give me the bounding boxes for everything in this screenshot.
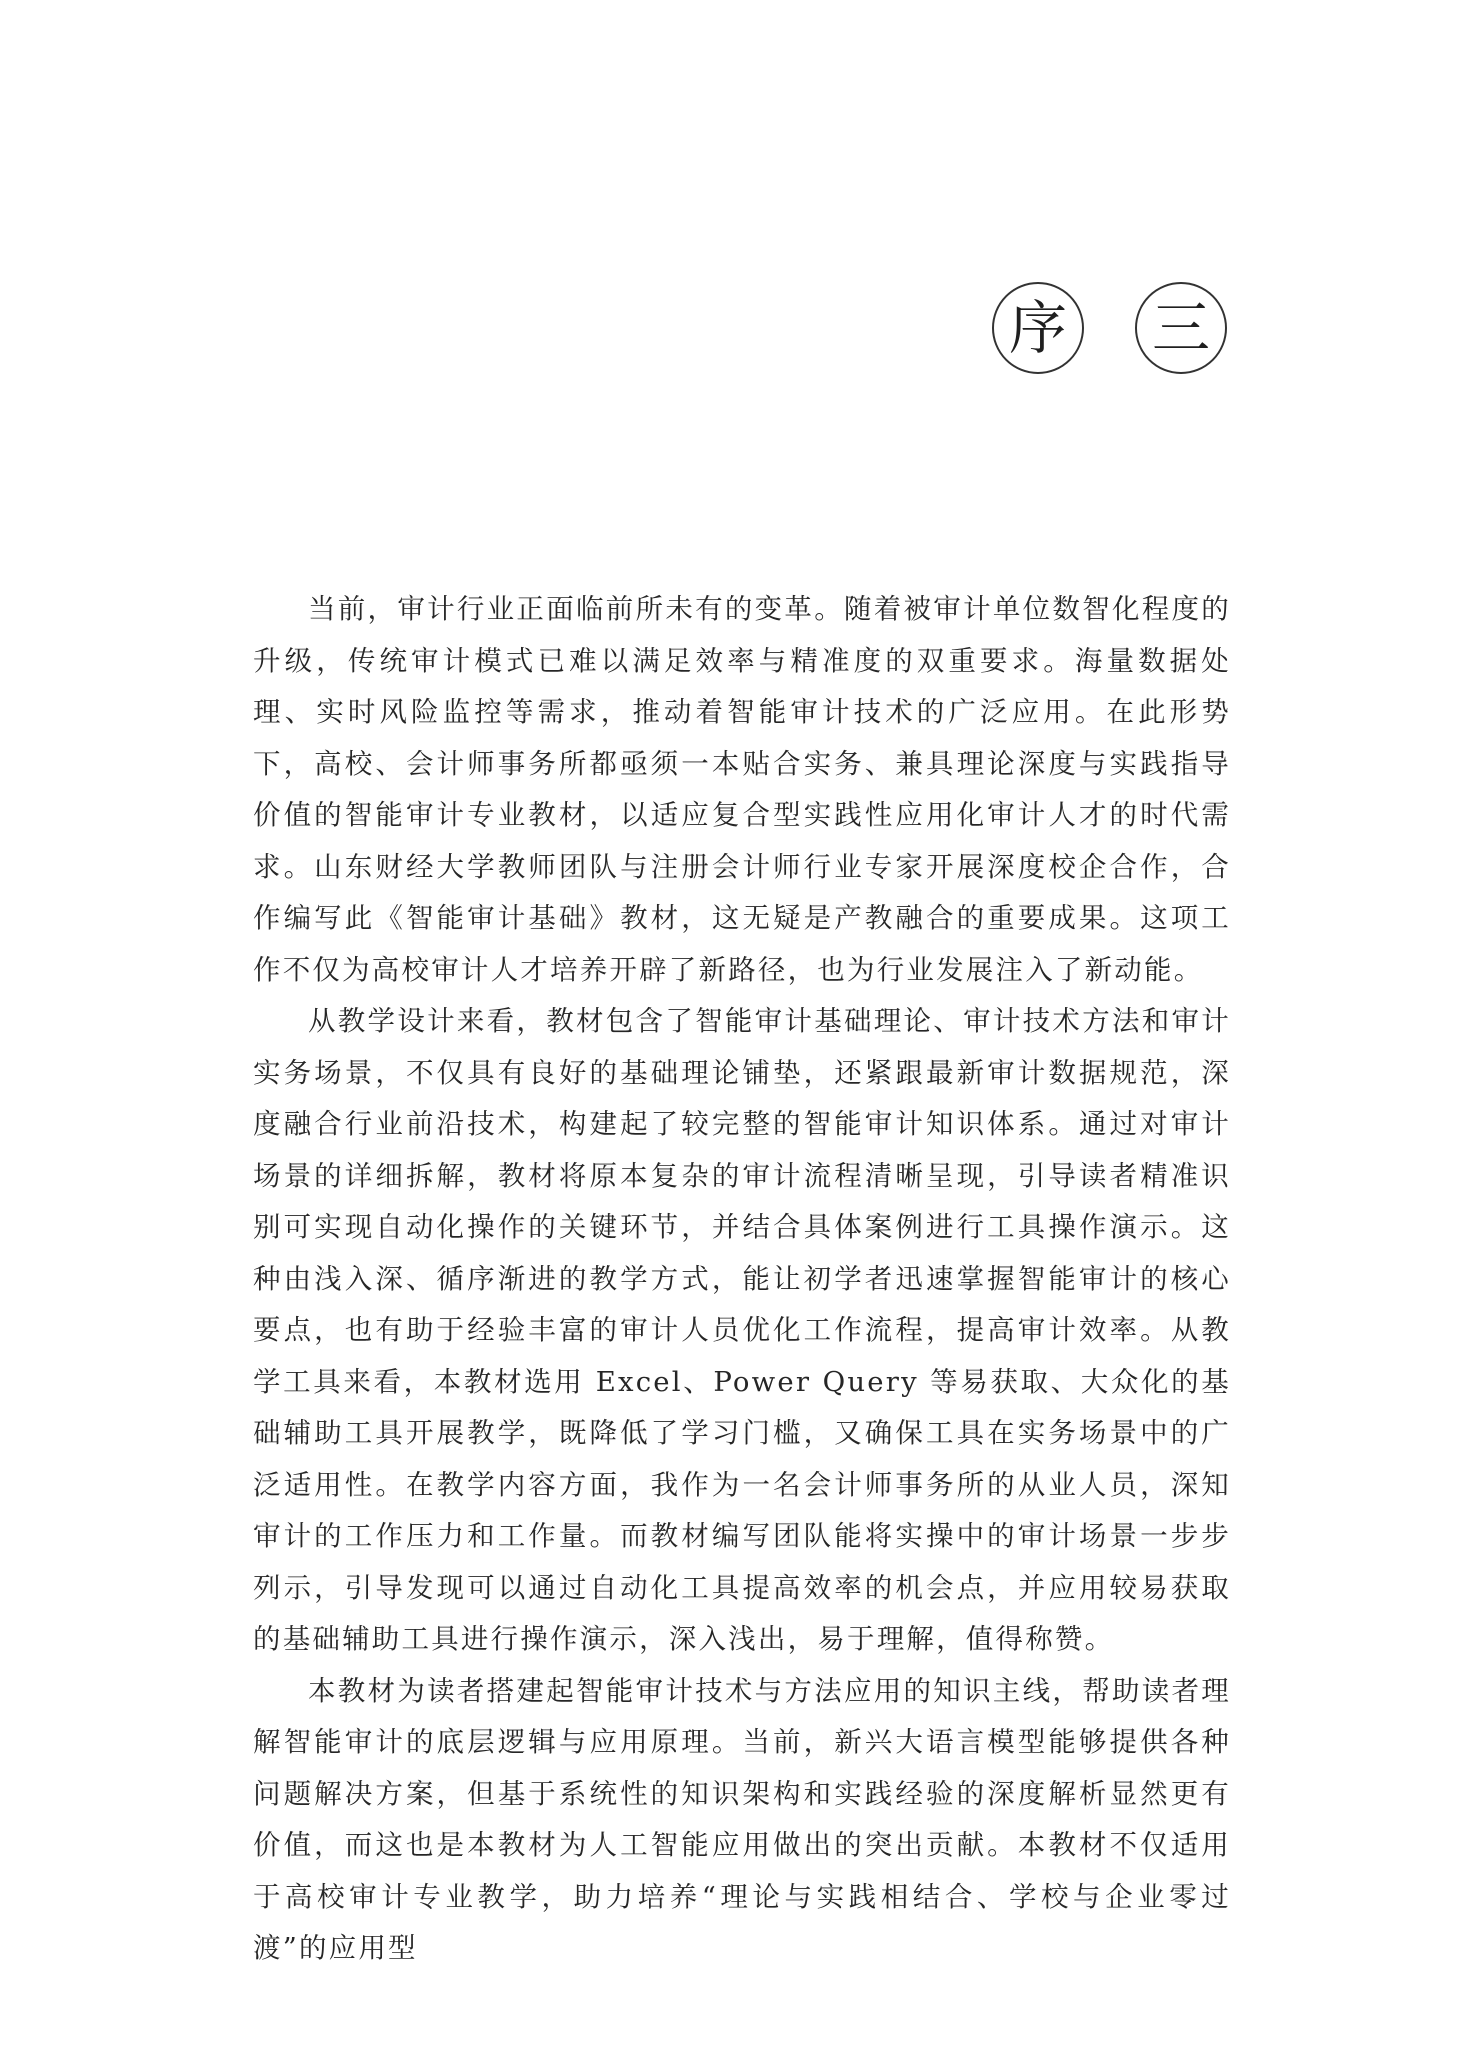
- title-char-circle: 三: [1135, 282, 1227, 374]
- paragraph-3: 本教材为读者搭建起智能审计技术与方法应用的知识主线，帮助读者理解智能审计的底层逻辑与应用原理。当前，新兴大语言模型能够提供各种问题解决方案，但基于系统性的知识架构和实践经验的深度解析显然更有价值，而这也是本教材为人工智能应用做出的突出贡献。本教材不仅适用于高校审计专业教学，助力培养“理论与实践相结合、学校与企业零过渡”的应用型: [253, 1674, 1231, 1964]
- body-text: [253, 584, 1231, 1975]
- paragraph-2: 从教学设计来看，教材包含了智能审计基础理论、审计技术方法和审计实务场景，不仅具有良好的基础理论铺垫，还紧跟最新审计数据规范，深度融合行业前沿技术，构建起了较完整的智能审计知识体系。通过对审计场景的详细拆解，教材将原本复杂的审计流程清晰呈现，引导读者精准识别可实现自动化操作的关键环节，并结合具体案例进行工具操作演示。这种由浅入深、循序渐进的教学方式，能让初学者迅速掌握智能审计的核心要点，也有助于经验丰富的审计人员优化工作流程，提高审计效率。从教学工具来看，本教材选用 Excel、Power Query 等易获取、大众化的基础辅助工具开展教学，既降低了学习门槛，又确保工具在实务场景中的广泛适用性。在教学内容方面，我作为一名会计师事务所的从业人员，深知审计的工作压力和工作量。而教材编写团队能将实操中的审计场景一步步列示，引导发现可以通过自动化工具提高效率的机会点，并应用较易获取的基础辅助工具进行操作演示，深入浅出，易于理解，值得称赞。: [253, 1005, 1231, 1655]
- paragraph-1: 当前，审计行业正面临前所未有的变革。随着被审计单位数智化程度的升级，传统审计模式已难以满足效率与精准度的双重要求。海量数据处理、实时风险监控等需求，推动着智能审计技术的广泛应用。在此形势下，高校、会计师事务所都亟须一本贴合实务、兼具理论深度与实践指导价值的智能审计专业教材，以适应复合型实践性应用化审计人才的时代需求。山东财经大学教师团队与注册会计师行业专家开展深度校企合作，合作编写此《智能审计基础》教材，这无疑是产教融合的重要成果。这项工作不仅为高校审计人才培养开辟了新路径，也为行业发展注入了新动能。: [253, 593, 1231, 986]
- title-char-circle: 序: [992, 282, 1084, 374]
- chapter-title: [985, 282, 1245, 382]
